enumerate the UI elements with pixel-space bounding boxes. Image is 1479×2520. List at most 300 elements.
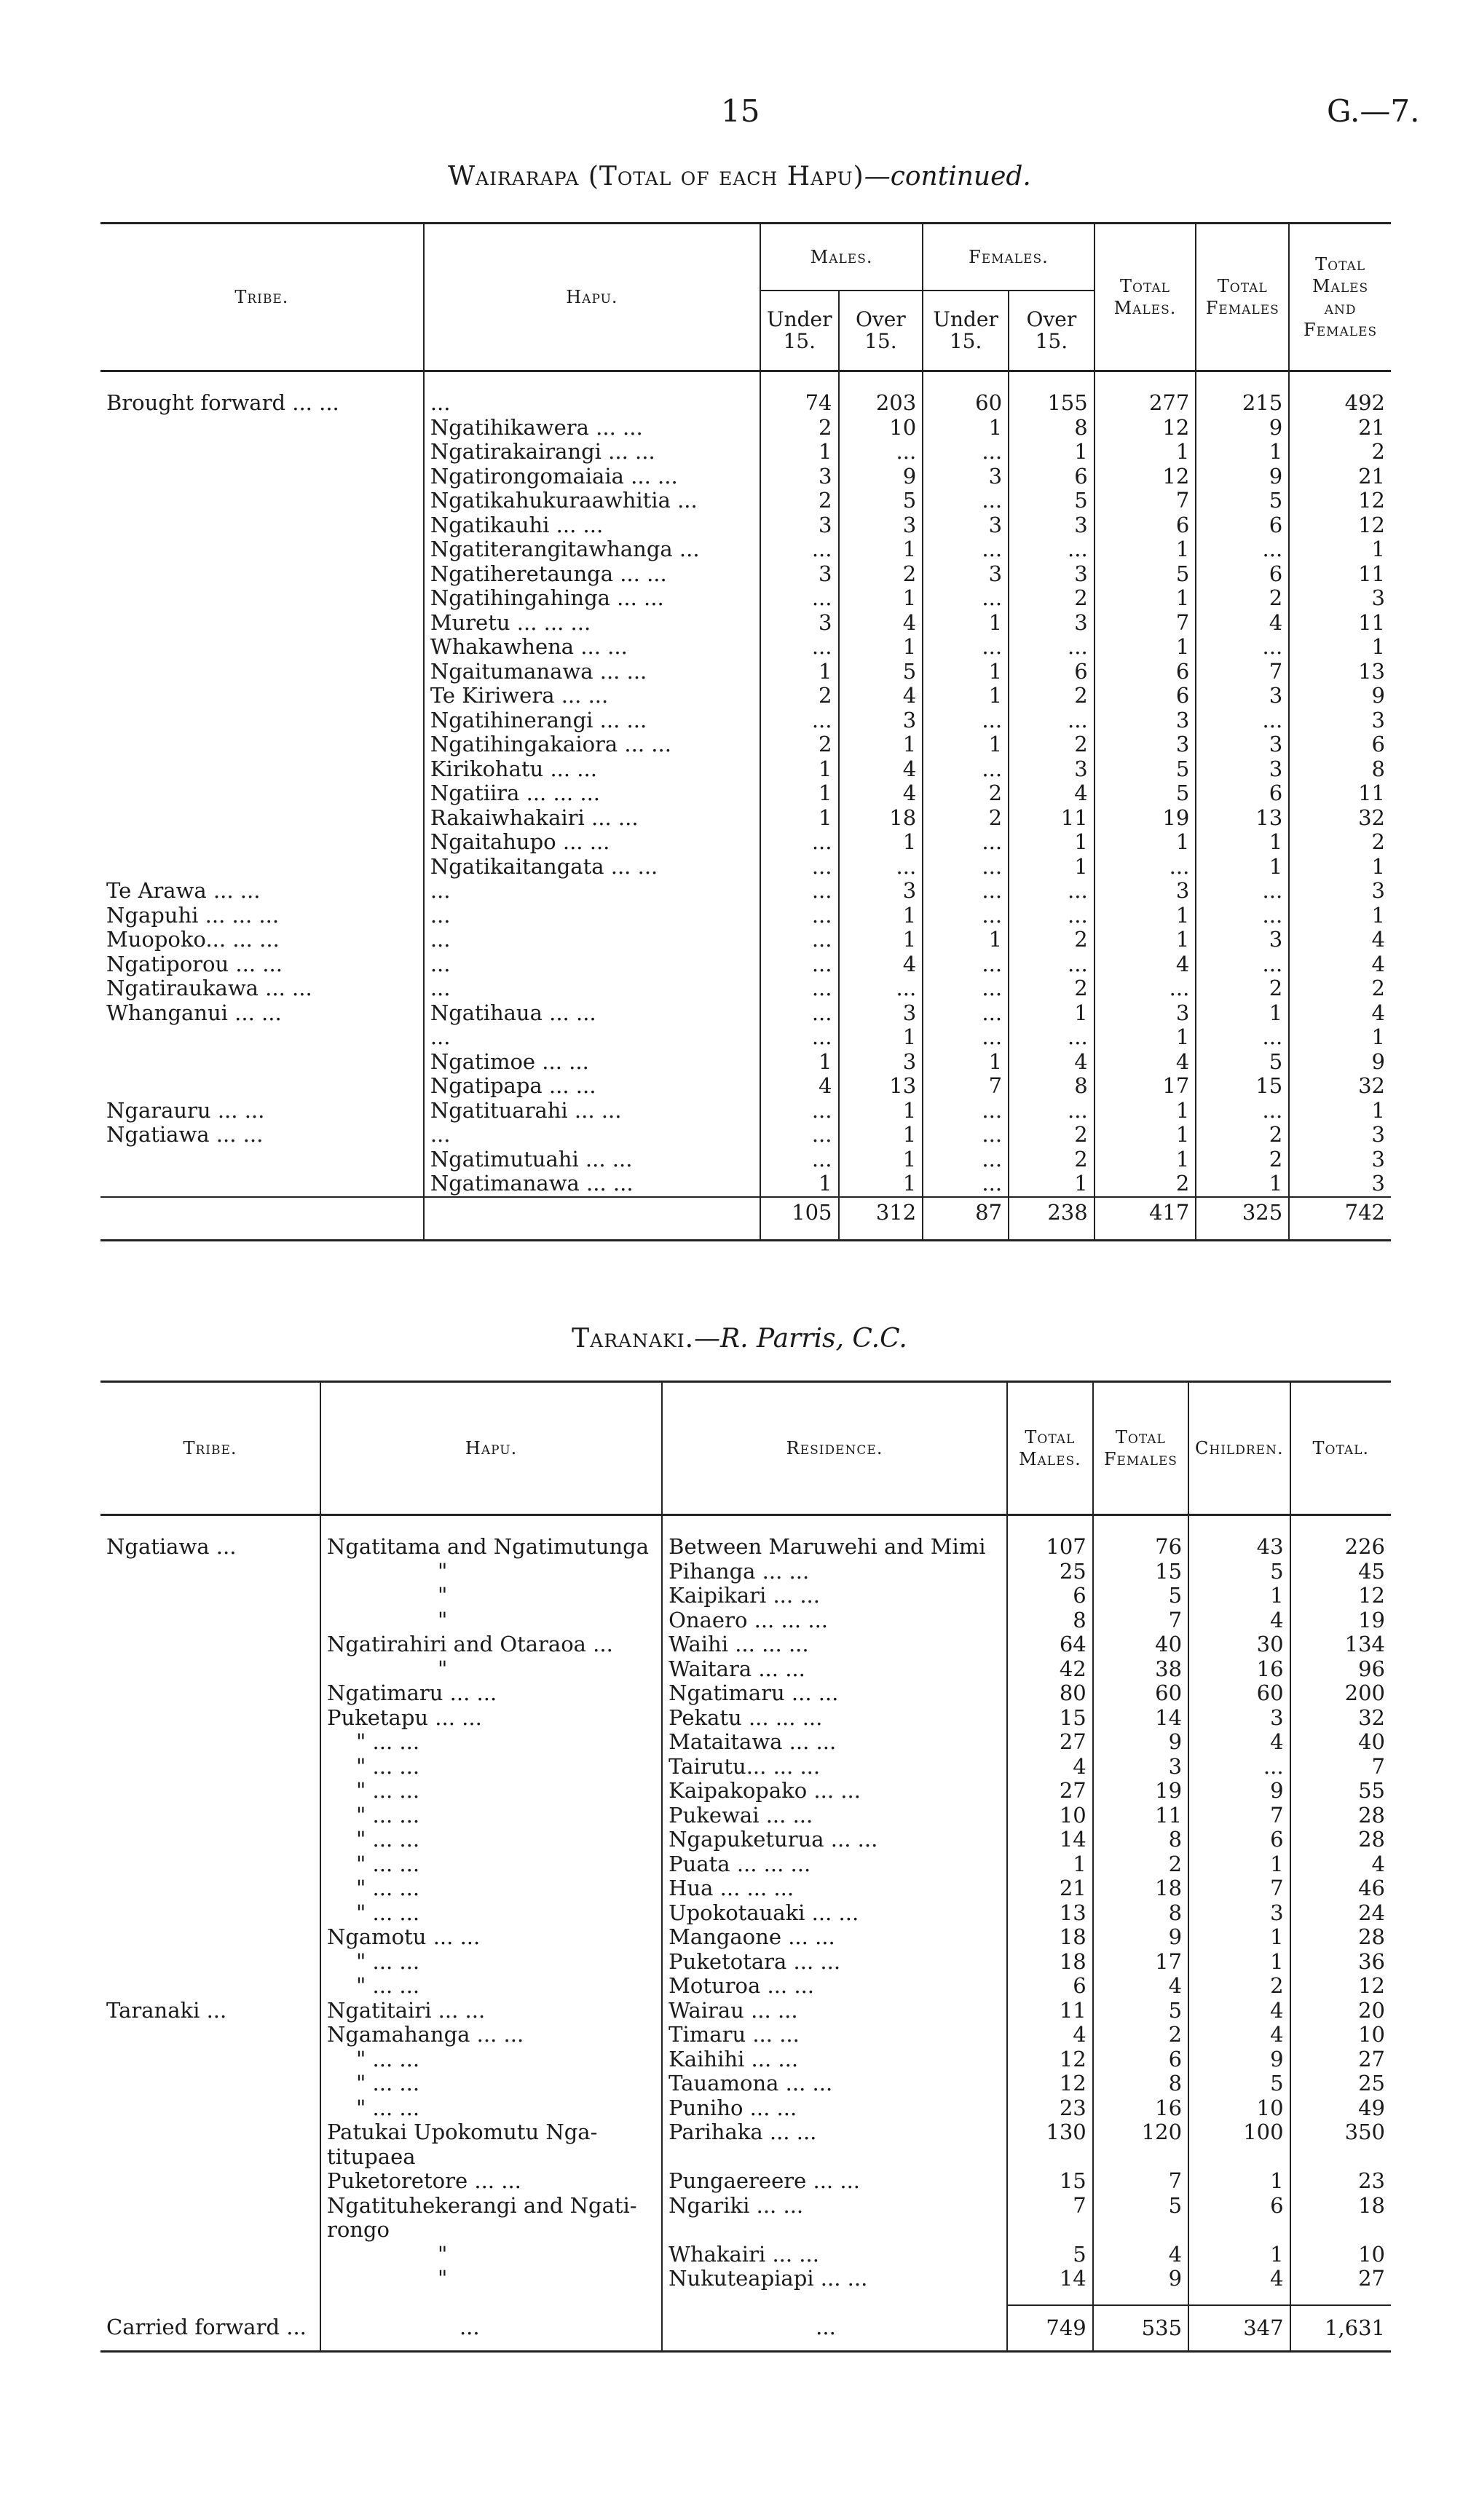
value-cell-tm: 1 [1095,928,1196,952]
value-cell-mu: ... [760,635,839,660]
table-row [100,1974,1391,1999]
value-cell-tf: 2 [1196,586,1289,611]
value-cell-c: 30 [1188,1632,1290,1657]
residence-cell: Puketotara ... ... [662,1950,1007,1975]
hapu-cell: " ... ... [320,1974,662,1999]
value-cell-t: 2 [1289,976,1391,1001]
hapu-cell: Ngatipapa ... ... [424,1074,760,1099]
hapu-cell: ... [424,928,760,952]
table-row [100,1706,1391,1731]
tribe-cell: Ngatiraukawa ... ... [106,976,312,1000]
table-row [100,1099,1391,1123]
value-cell-fo: 2 [1009,586,1095,611]
value-cell-fo: 2 [1009,732,1095,757]
value-cell-fo: 5 [1009,489,1095,513]
value-cell-tf: 3 [1196,757,1289,782]
hapu-cell: ... [424,904,760,928]
value-cell-fu: ... [923,757,1009,782]
hapu-cell: ... [424,879,760,904]
value-cell-fu: 60 [923,391,1009,416]
table-row [100,391,1391,416]
value-cell-tm: 1 [1095,537,1196,562]
value-cell-t: 10 [1290,2243,1391,2267]
value-cell-mo: 4 [839,611,923,636]
tribe-cell [100,757,424,782]
value-cell-t: 20 [1290,1999,1391,2023]
value-cell-fo: 3 [1009,757,1095,782]
value-cell-m: 25 [1007,1560,1093,1584]
value-cell-c: 7 [1188,1876,1290,1901]
value-cell-fu: 1 [923,660,1009,684]
value-cell-mo: 1 [839,904,923,928]
value-cell-fu: 2 [923,781,1009,806]
value-cell-tm: 3 [1095,732,1196,757]
hapu-cell: Ngatimoe ... ... [424,1050,760,1075]
value-cell-mu: ... [760,1001,839,1026]
tribe-cell [100,1657,320,1682]
hapu-cell: " ... ... [320,1876,662,1901]
table-row [100,1535,1391,1560]
value-cell-mo: 5 [839,489,923,513]
total-cell-fo: 238 [1009,1197,1095,1225]
value-cell-fu: 1 [923,611,1009,636]
hapu-cell: Muretu ... ... ... [424,611,760,636]
value-cell-fu: ... [923,952,1009,977]
value-cell-fo: 8 [1009,1074,1095,1099]
hapu-cell: " ... ... [320,1852,662,1877]
wairarapa-table [100,222,1391,1241]
hapu-cell: Puketoretore ... ... [320,2169,662,2194]
taranaki-body [100,1515,1391,2352]
tribe-cell [100,1828,320,1852]
table-row [100,928,1391,952]
tribe-cell [100,1755,320,1780]
value-cell-mo: ... [839,440,923,465]
table-row [100,855,1391,880]
col-residence: Residence. [662,1382,1007,1515]
hapu-cell: " ... ... [320,2096,662,2121]
hapu-cell: " ... ... [320,1901,662,1926]
page-reference: G.—7. [1327,93,1420,129]
table-row [100,2194,1391,2243]
table-row [100,416,1391,441]
value-cell-t: 12 [1290,1974,1391,1999]
table-row [100,586,1391,611]
tribe-cell [100,660,424,684]
value-cell-fu: ... [923,1123,1009,1148]
value-cell-t: 1 [1289,904,1391,928]
value-cell-tf: 1 [1196,830,1289,855]
value-cell-mo: 10 [839,416,923,441]
value-cell-tm: 19 [1095,806,1196,831]
table-row [100,1755,1391,1780]
value-cell-fu: ... [923,1099,1009,1123]
value-cell-tm: 5 [1095,757,1196,782]
tribe-cell [100,1632,320,1657]
tribe-cell [100,684,424,708]
residence-cell: Puniho ... ... [662,2096,1007,2121]
value-cell-tm: 1 [1095,830,1196,855]
value-cell-m: 130 [1007,2120,1093,2169]
value-cell-fo: ... [1009,1025,1095,1050]
value-cell-tm: 277 [1095,391,1196,416]
table-row [100,1804,1391,1828]
value-cell-f: 5 [1093,1999,1188,2023]
spacer-row [100,1515,1391,1536]
value-cell-t: 13 [1289,660,1391,684]
totals-row [100,1197,1391,1225]
tribe-cell [100,1681,320,1706]
value-cell-m: 8 [1007,1608,1093,1633]
value-cell-tf: 5 [1196,1050,1289,1075]
value-cell-mo: 9 [839,465,923,489]
value-cell-c: 5 [1188,1560,1290,1584]
value-cell-f: 9 [1093,1730,1188,1755]
table-row [100,1001,1391,1026]
value-cell-mu: ... [760,586,839,611]
tribe-cell [100,1706,320,1731]
value-cell-fu: ... [923,489,1009,513]
value-cell-f: 7 [1093,2169,1188,2194]
value-cell-f: 17 [1093,1950,1188,1975]
tribe-cell [100,708,424,733]
value-cell-mo: 1 [839,1099,923,1123]
value-cell-fo: 8 [1009,416,1095,441]
value-cell-t: 2 [1289,830,1391,855]
tribe-cell [100,465,424,489]
tribe-cell [100,781,424,806]
value-cell-t: 1 [1289,1099,1391,1123]
value-cell-t: 21 [1289,465,1391,489]
residence-cell: Between Maruwehi and Mimi [662,1535,1007,1560]
value-cell-c: 9 [1188,2047,1290,2072]
value-cell-c: 7 [1188,1804,1290,1828]
tribe-cell [100,732,424,757]
value-cell-f: 7 [1093,1608,1188,1633]
value-cell-t: 12 [1289,513,1391,538]
value-cell-mu: 1 [760,1050,839,1075]
carried-cell-m: 749 [1007,2305,1093,2352]
value-cell-t: 12 [1290,1584,1391,1608]
value-cell-fu: 1 [923,416,1009,441]
value-cell-tm: 12 [1095,416,1196,441]
value-cell-m: 64 [1007,1632,1093,1657]
value-cell-fu: ... [923,855,1009,880]
value-cell-c: 2 [1188,1974,1290,1999]
hapu-cell: " [320,1560,662,1584]
hapu-cell: Ngaitahupo ... ... [424,830,760,855]
value-cell-c: 16 [1188,1657,1290,1682]
table-row [100,1779,1391,1804]
tribe-cell [100,2169,320,2194]
value-cell-tm: 7 [1095,611,1196,636]
value-cell-c: 1 [1188,1584,1290,1608]
value-cell-t: 32 [1289,806,1391,831]
value-cell-f: 19 [1093,1779,1188,1804]
value-cell-fo: ... [1009,904,1095,928]
value-cell-mu: 1 [760,1172,839,1197]
table-row [100,757,1391,782]
col-total-males: Total Males. [1095,224,1196,371]
value-cell-fo: 2 [1009,928,1095,952]
value-cell-c: 43 [1188,1535,1290,1560]
tribe-cell [100,1950,320,1975]
value-cell-fu: 3 [923,513,1009,538]
col-total-males: Total Males. [1007,1382,1093,1515]
value-cell-t: 96 [1290,1657,1391,1682]
value-cell-fu: ... [923,537,1009,562]
value-cell-fo: 3 [1009,611,1095,636]
value-cell-fu: 3 [923,562,1009,587]
hapu-cell: Ngatihikawera ... ... [424,416,760,441]
tribe-cell [100,1730,320,1755]
value-cell-t: 4 [1289,928,1391,952]
value-cell-mo: ... [839,976,923,1001]
value-cell-t: 3 [1289,586,1391,611]
col-hapu: Hapu. [320,1382,662,1515]
tribe-cell [100,416,424,441]
value-cell-tm: 1 [1095,635,1196,660]
value-cell-c: 1 [1188,2169,1290,2194]
value-cell-f: 18 [1093,1876,1188,1901]
value-cell-mo: 1 [839,1025,923,1050]
value-cell-t: 7 [1290,1755,1391,1780]
value-cell-fu: ... [923,1025,1009,1050]
table-row [100,1074,1391,1099]
value-cell-t: 36 [1290,1950,1391,1975]
value-cell-t: 27 [1290,2047,1391,2072]
value-cell-fo: 11 [1009,806,1095,831]
value-cell-tm: 4 [1095,1050,1196,1075]
value-cell-t: 3 [1289,1123,1391,1148]
value-cell-fo: 1 [1009,440,1095,465]
value-cell-f: 76 [1093,1535,1188,1560]
hapu-cell: Ngatimanawa ... ... [424,1172,760,1197]
value-cell-t: 19 [1290,1608,1391,1633]
value-cell-c: 60 [1188,1681,1290,1706]
value-cell-t: 40 [1290,1730,1391,1755]
hapu-cell: " ... ... [320,1950,662,1975]
carried-cell-f: 535 [1093,2305,1188,2352]
value-cell-mo: 1 [839,1148,923,1172]
hapu-cell: Ngatirahiri and Otaraoa ... [320,1632,662,1657]
table-row [100,684,1391,708]
table-row [100,489,1391,513]
value-cell-mu: ... [760,928,839,952]
value-cell-f: 5 [1093,1584,1188,1608]
value-cell-t: 32 [1289,1074,1391,1099]
value-cell-tm: 1 [1095,440,1196,465]
value-cell-c: 6 [1188,1828,1290,1852]
value-cell-tf: ... [1196,952,1289,977]
col-tribe: Tribe. [100,1382,320,1515]
hapu-cell: " [320,2267,662,2291]
residence-cell: Mataitawa ... ... [662,1730,1007,1755]
value-cell-f: 8 [1093,2071,1188,2096]
value-cell-mu: ... [760,1025,839,1050]
table-row [100,1148,1391,1172]
value-cell-mu: ... [760,708,839,733]
value-cell-t: 350 [1290,2120,1391,2169]
residence-cell: Pihanga ... ... [662,1560,1007,1584]
residence-cell: Timaru ... ... [662,2023,1007,2047]
value-cell-t: 9 [1289,1050,1391,1075]
value-cell-fo: ... [1009,635,1095,660]
value-cell-m: 12 [1007,2071,1093,2096]
table-row [100,952,1391,977]
table-row [100,1925,1391,1950]
value-cell-t: 4 [1289,952,1391,977]
value-cell-t: 2 [1289,440,1391,465]
value-cell-mo: 3 [839,708,923,733]
table-row [100,2120,1391,2169]
value-cell-mu: ... [760,952,839,977]
value-cell-f: 2 [1093,1852,1188,1877]
residence-cell: Pukewai ... ... [662,1804,1007,1828]
value-cell-mu: 2 [760,684,839,708]
tribe-cell [100,1925,320,1950]
hapu-cell: Whakawhena ... ... [424,635,760,660]
hapu-cell: Ngatihingahinga ... ... [424,586,760,611]
value-cell-fu: ... [923,879,1009,904]
table-row [100,2243,1391,2267]
hapu-cell: " ... ... [320,1730,662,1755]
value-cell-mu: 3 [760,465,839,489]
value-cell-f: 5 [1093,2194,1188,2243]
tribe-cell: Ngatiporou ... ... [106,951,283,976]
value-cell-c: 10 [1188,2096,1290,2121]
value-cell-t: 3 [1289,1172,1391,1197]
value-cell-fo: 2 [1009,1123,1095,1148]
tribe-cell [100,440,424,465]
value-cell-t: 45 [1290,1560,1391,1584]
value-cell-mu: 74 [760,391,839,416]
value-cell-mo: 3 [839,513,923,538]
value-cell-tf: ... [1196,904,1289,928]
hapu-cell: Ngatimaru ... ... [320,1681,662,1706]
value-cell-mu: ... [760,537,839,562]
spacer-row [100,371,1391,392]
value-cell-fu: ... [923,1148,1009,1172]
table-row [100,1657,1391,1682]
table-row [100,1172,1391,1197]
value-cell-c: 1 [1188,2243,1290,2267]
hapu-cell: Ngatikahukuraawhitia ... [424,489,760,513]
residence-cell: Whakairi ... ... [662,2243,1007,2267]
value-cell-tf: 1 [1196,1001,1289,1026]
table-row [100,1608,1391,1633]
value-cell-tm: 1 [1095,1148,1196,1172]
value-cell-fo: 1 [1009,830,1095,855]
hapu-cell: ... [424,1025,760,1050]
hapu-cell: ... [320,2305,662,2352]
value-cell-fo: 1 [1009,1172,1095,1197]
value-cell-c: 1 [1188,1950,1290,1975]
value-cell-tm: 1 [1095,586,1196,611]
value-cell-t: 8 [1289,757,1391,782]
value-cell-mo: 2 [839,562,923,587]
value-cell-fo: 3 [1009,513,1095,538]
value-cell-mu: ... [760,1123,839,1148]
value-cell-t: 11 [1289,562,1391,587]
value-cell-t: 46 [1290,1876,1391,1901]
value-cell-fu: 1 [923,732,1009,757]
table-row [100,2071,1391,2096]
table-row [100,2047,1391,2072]
table-row [100,976,1391,1001]
value-cell-c: 1 [1188,1925,1290,1950]
hapu-cell: Ngatihinerangi ... ... [424,708,760,733]
hapu-cell: Ngatimutuahi ... ... [424,1148,760,1172]
residence-cell: Parihaka ... ... [662,2120,1007,2169]
value-cell-f: 11 [1093,1804,1188,1828]
col-males: Males. [760,224,923,291]
value-cell-tm: ... [1095,976,1196,1001]
value-cell-mo: 1 [839,928,923,952]
value-cell-m: 18 [1007,1950,1093,1975]
value-cell-m: 6 [1007,1974,1093,1999]
value-cell-tf: 6 [1196,781,1289,806]
table-row [100,879,1391,904]
col-tribe: Tribe. [100,224,424,371]
value-cell-t: 200 [1290,1681,1391,1706]
value-cell-t: 28 [1290,1828,1391,1852]
value-cell-mo: 1 [839,635,923,660]
value-cell-fo: ... [1009,952,1095,977]
value-cell-fu: ... [923,904,1009,928]
value-cell-c: 100 [1188,2120,1290,2169]
col-males-over: Over 15. [839,291,923,371]
value-cell-mo: 4 [839,757,923,782]
value-cell-f: 38 [1093,1657,1188,1682]
hapu-cell: Ngatitama and Ngatimutunga [320,1535,662,1560]
table-row [100,1584,1391,1608]
tribe-cell: Ngapuhi ... ... ... [106,902,280,928]
hapu-cell: Ngaitumanawa ... ... [424,660,760,684]
table-row [100,2096,1391,2121]
value-cell-m: 14 [1007,1828,1093,1852]
value-cell-mu: ... [760,904,839,928]
value-cell-tm: 6 [1095,684,1196,708]
carried-forward-row [100,2305,1391,2352]
value-cell-tf: ... [1196,1025,1289,1050]
tribe-cell: Muopoko... ... ... [106,927,280,952]
wairarapa-title-main: Wairarapa (Total of each Hapu) [448,162,864,191]
value-cell-m: 15 [1007,2169,1093,2194]
value-cell-tf: 7 [1196,660,1289,684]
col-females: Females. [923,224,1095,291]
value-cell-fo: 4 [1009,781,1095,806]
hapu-cell: " ... ... [320,1804,662,1828]
tribe-cell [100,1974,320,1999]
value-cell-t: 134 [1290,1632,1391,1657]
table-row [100,440,1391,465]
value-cell-c: 1 [1188,1852,1290,1877]
tribe-cell: Whanganui ... ... [106,1000,282,1025]
value-cell-m: 4 [1007,1755,1093,1780]
value-cell-fu: ... [923,830,1009,855]
value-cell-tf: 215 [1196,391,1289,416]
value-cell-mo: 18 [839,806,923,831]
value-cell-tf: 15 [1196,1074,1289,1099]
col-females-over: Over 15. [1009,291,1095,371]
hapu-cell: Ngatitairi ... ... [320,1999,662,2023]
spacer-row [100,1225,1391,1241]
value-cell-mo: 3 [839,879,923,904]
carried-cell-c: 347 [1188,2305,1290,2352]
value-cell-c: 4 [1188,1999,1290,2023]
hapu-cell: " [320,2243,662,2267]
